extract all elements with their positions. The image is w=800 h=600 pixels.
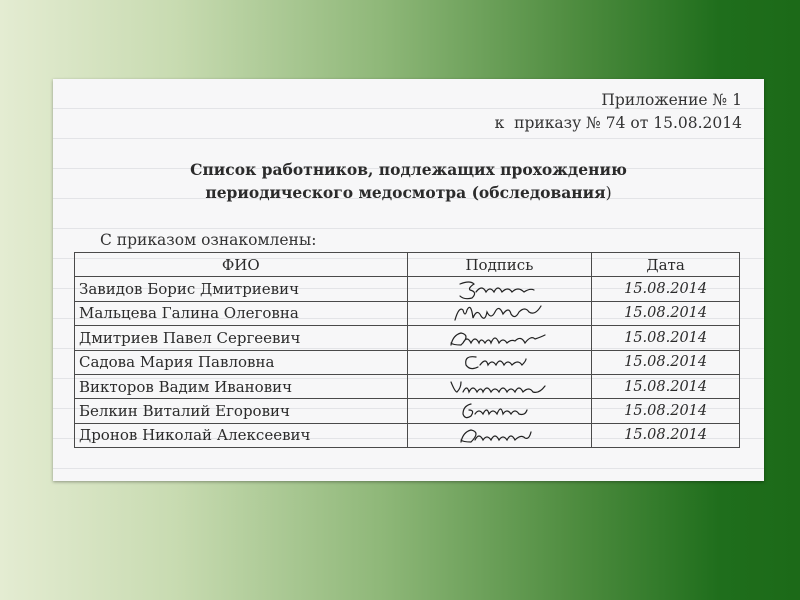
handwritten-signature [457, 424, 541, 446]
signature-cell [407, 423, 592, 447]
employee-table [74, 252, 740, 448]
acquainted-label: С приказом ознакомлены: [100, 231, 317, 249]
handwritten-signature [447, 327, 551, 349]
table-row [75, 277, 740, 301]
employee-name: Дмитриев Павел Сергеевич [75, 326, 408, 350]
signature-date: 15.08.2014 [592, 326, 740, 350]
handwritten-signature [447, 376, 551, 398]
signature-date: 15.08.2014 [592, 399, 740, 423]
column-header-date: Дата [592, 253, 740, 277]
employee-name: Мальцева Галина Олеговна [75, 301, 408, 325]
table-row [75, 374, 740, 398]
signature-cell [407, 350, 592, 374]
signature-cell [407, 277, 592, 301]
appendix-header [495, 89, 742, 135]
table-row [75, 399, 740, 423]
signature-cell [407, 301, 592, 325]
title-line-2-tail: ) [605, 184, 612, 202]
table-row [75, 350, 740, 374]
employee-name: Садова Мария Павловна [75, 350, 408, 374]
signature-date: 15.08.2014 [592, 350, 740, 374]
document-sheet [53, 79, 764, 481]
appendix-number: Приложение № 1 [601, 91, 742, 109]
employee-name: Дронов Николай Алексеевич [75, 423, 408, 447]
handwritten-signature [451, 302, 547, 324]
signature-date: 15.08.2014 [592, 277, 740, 301]
signature-date: 15.08.2014 [592, 301, 740, 325]
handwritten-signature [459, 400, 539, 422]
employee-name: Викторов Вадим Иванович [75, 374, 408, 398]
handwritten-signature [462, 351, 536, 373]
table-row [75, 423, 740, 447]
column-header-signature: Подпись [407, 253, 592, 277]
title-line-2-main: периодического медосмотра (обследования [205, 183, 606, 202]
order-reference: к приказу № 74 от 15.08.2014 [494, 114, 742, 132]
signature-cell [407, 399, 592, 423]
document-title [53, 158, 764, 205]
title-line-2 [53, 181, 764, 205]
table-header-row [75, 253, 740, 277]
title-line-1: Список работников, подлежащих прохождению [190, 160, 627, 179]
employee-name: Белкин Виталий Егорович [75, 399, 408, 423]
table-row [75, 326, 740, 350]
signature-cell [407, 326, 592, 350]
table-row [75, 301, 740, 325]
column-header-name: ФИО [75, 253, 408, 277]
signature-date: 15.08.2014 [592, 374, 740, 398]
signature-date: 15.08.2014 [592, 423, 740, 447]
handwritten-signature [454, 278, 544, 300]
signature-cell [407, 374, 592, 398]
employee-name: Завидов Борис Дмитриевич [75, 277, 408, 301]
